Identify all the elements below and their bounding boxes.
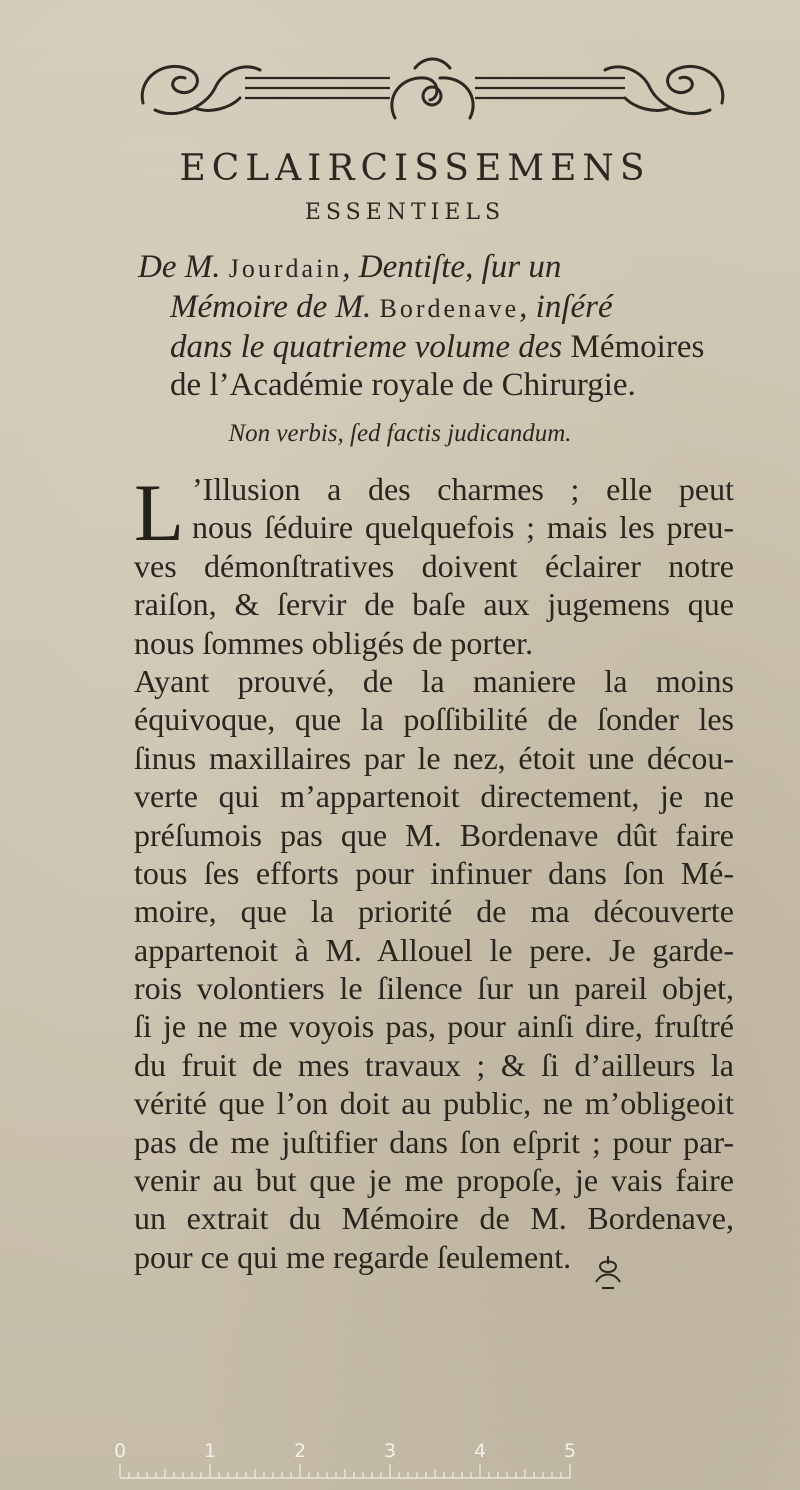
decorative-headpiece	[135, 48, 730, 128]
body-line: un extrait du Mémoire de M. Bordenave,	[134, 1200, 734, 1237]
body-line: venir au but que je me propoſe, je vais faire	[134, 1162, 734, 1199]
body-line: préſumois pas que M. Bordenave dût faire	[134, 816, 734, 853]
body-text	[134, 467, 734, 1276]
body-line: pas de me juſtifier dans ſon eſprit ; pour par-	[134, 1123, 734, 1160]
body-line: moire, que la priorité de ma découverte	[134, 893, 734, 930]
ruler-label: 5	[563, 1440, 577, 1462]
body-line: équivoque, que la poſſibilité de ſonder les	[134, 701, 734, 738]
scale-ruler	[110, 1436, 580, 1482]
body-line: ’Illusion a des charmes ; elle peut	[192, 471, 734, 507]
ruler-label: 1	[203, 1440, 217, 1462]
body-line: pour ce qui me regarde ſeulement.	[134, 1238, 572, 1275]
title-sub: ESSENTIELS	[304, 200, 506, 225]
body-line: ſi je ne me voyois pas, pour ainſi dire, fruſtré	[134, 1008, 734, 1045]
body-line: Ayant prouvé, de la maniere la moins	[134, 662, 734, 699]
author-block	[138, 248, 738, 404]
body-line: tous ſes efforts pour infinuer dans ſon Mé-	[134, 854, 734, 891]
body-line: ſinus maxillaires par le nez, étoit une décou-	[134, 739, 734, 776]
fleuron-icon	[590, 1252, 626, 1292]
author-line-3: dans le quatrieme volume des Mémoires	[170, 329, 705, 365]
body-line: nous ſéduire quelquefois ; mais les preu-	[192, 509, 734, 546]
author-line-2: Mémoire de M. Bordenave, inſéré	[170, 289, 613, 325]
author-line-4: de l’Académie royale de Chirurgie.	[170, 367, 636, 403]
author-line-1: De M. Jourdain, Dentiſte, ſur un	[138, 249, 562, 285]
ruler-label: 2	[293, 1440, 307, 1462]
ruler-label: 3	[383, 1440, 397, 1462]
body-line: appartenoit à M. Allouel le pere. Je garde-	[134, 931, 734, 968]
body-line: raiſon, & ſervir de baſe aux jugemens que	[134, 586, 734, 623]
body-line: rois volontiers le ſilence ſur un pareil objet,	[134, 970, 734, 1007]
title-main: ECLAIRCISSEMENS	[179, 148, 651, 189]
body-line: vérité que l’on doit au public, ne m’obligeoit	[134, 1085, 734, 1122]
ruler-label: 4	[473, 1440, 487, 1462]
body-line: ves démonſtratives doivent éclairer notre	[134, 547, 734, 584]
motto: Non verbis, ſed factis judicandum.	[228, 420, 572, 447]
ruler-label: 0	[113, 1440, 127, 1462]
body-line: nous ſommes obligés de porter.	[134, 624, 534, 661]
drop-cap: L	[134, 467, 185, 558]
body-line: verte qui m’appartenoit directement, je ne	[134, 778, 734, 815]
body-line: du fruit de mes travaux ; & ſi d’ailleurs la	[134, 1046, 734, 1083]
